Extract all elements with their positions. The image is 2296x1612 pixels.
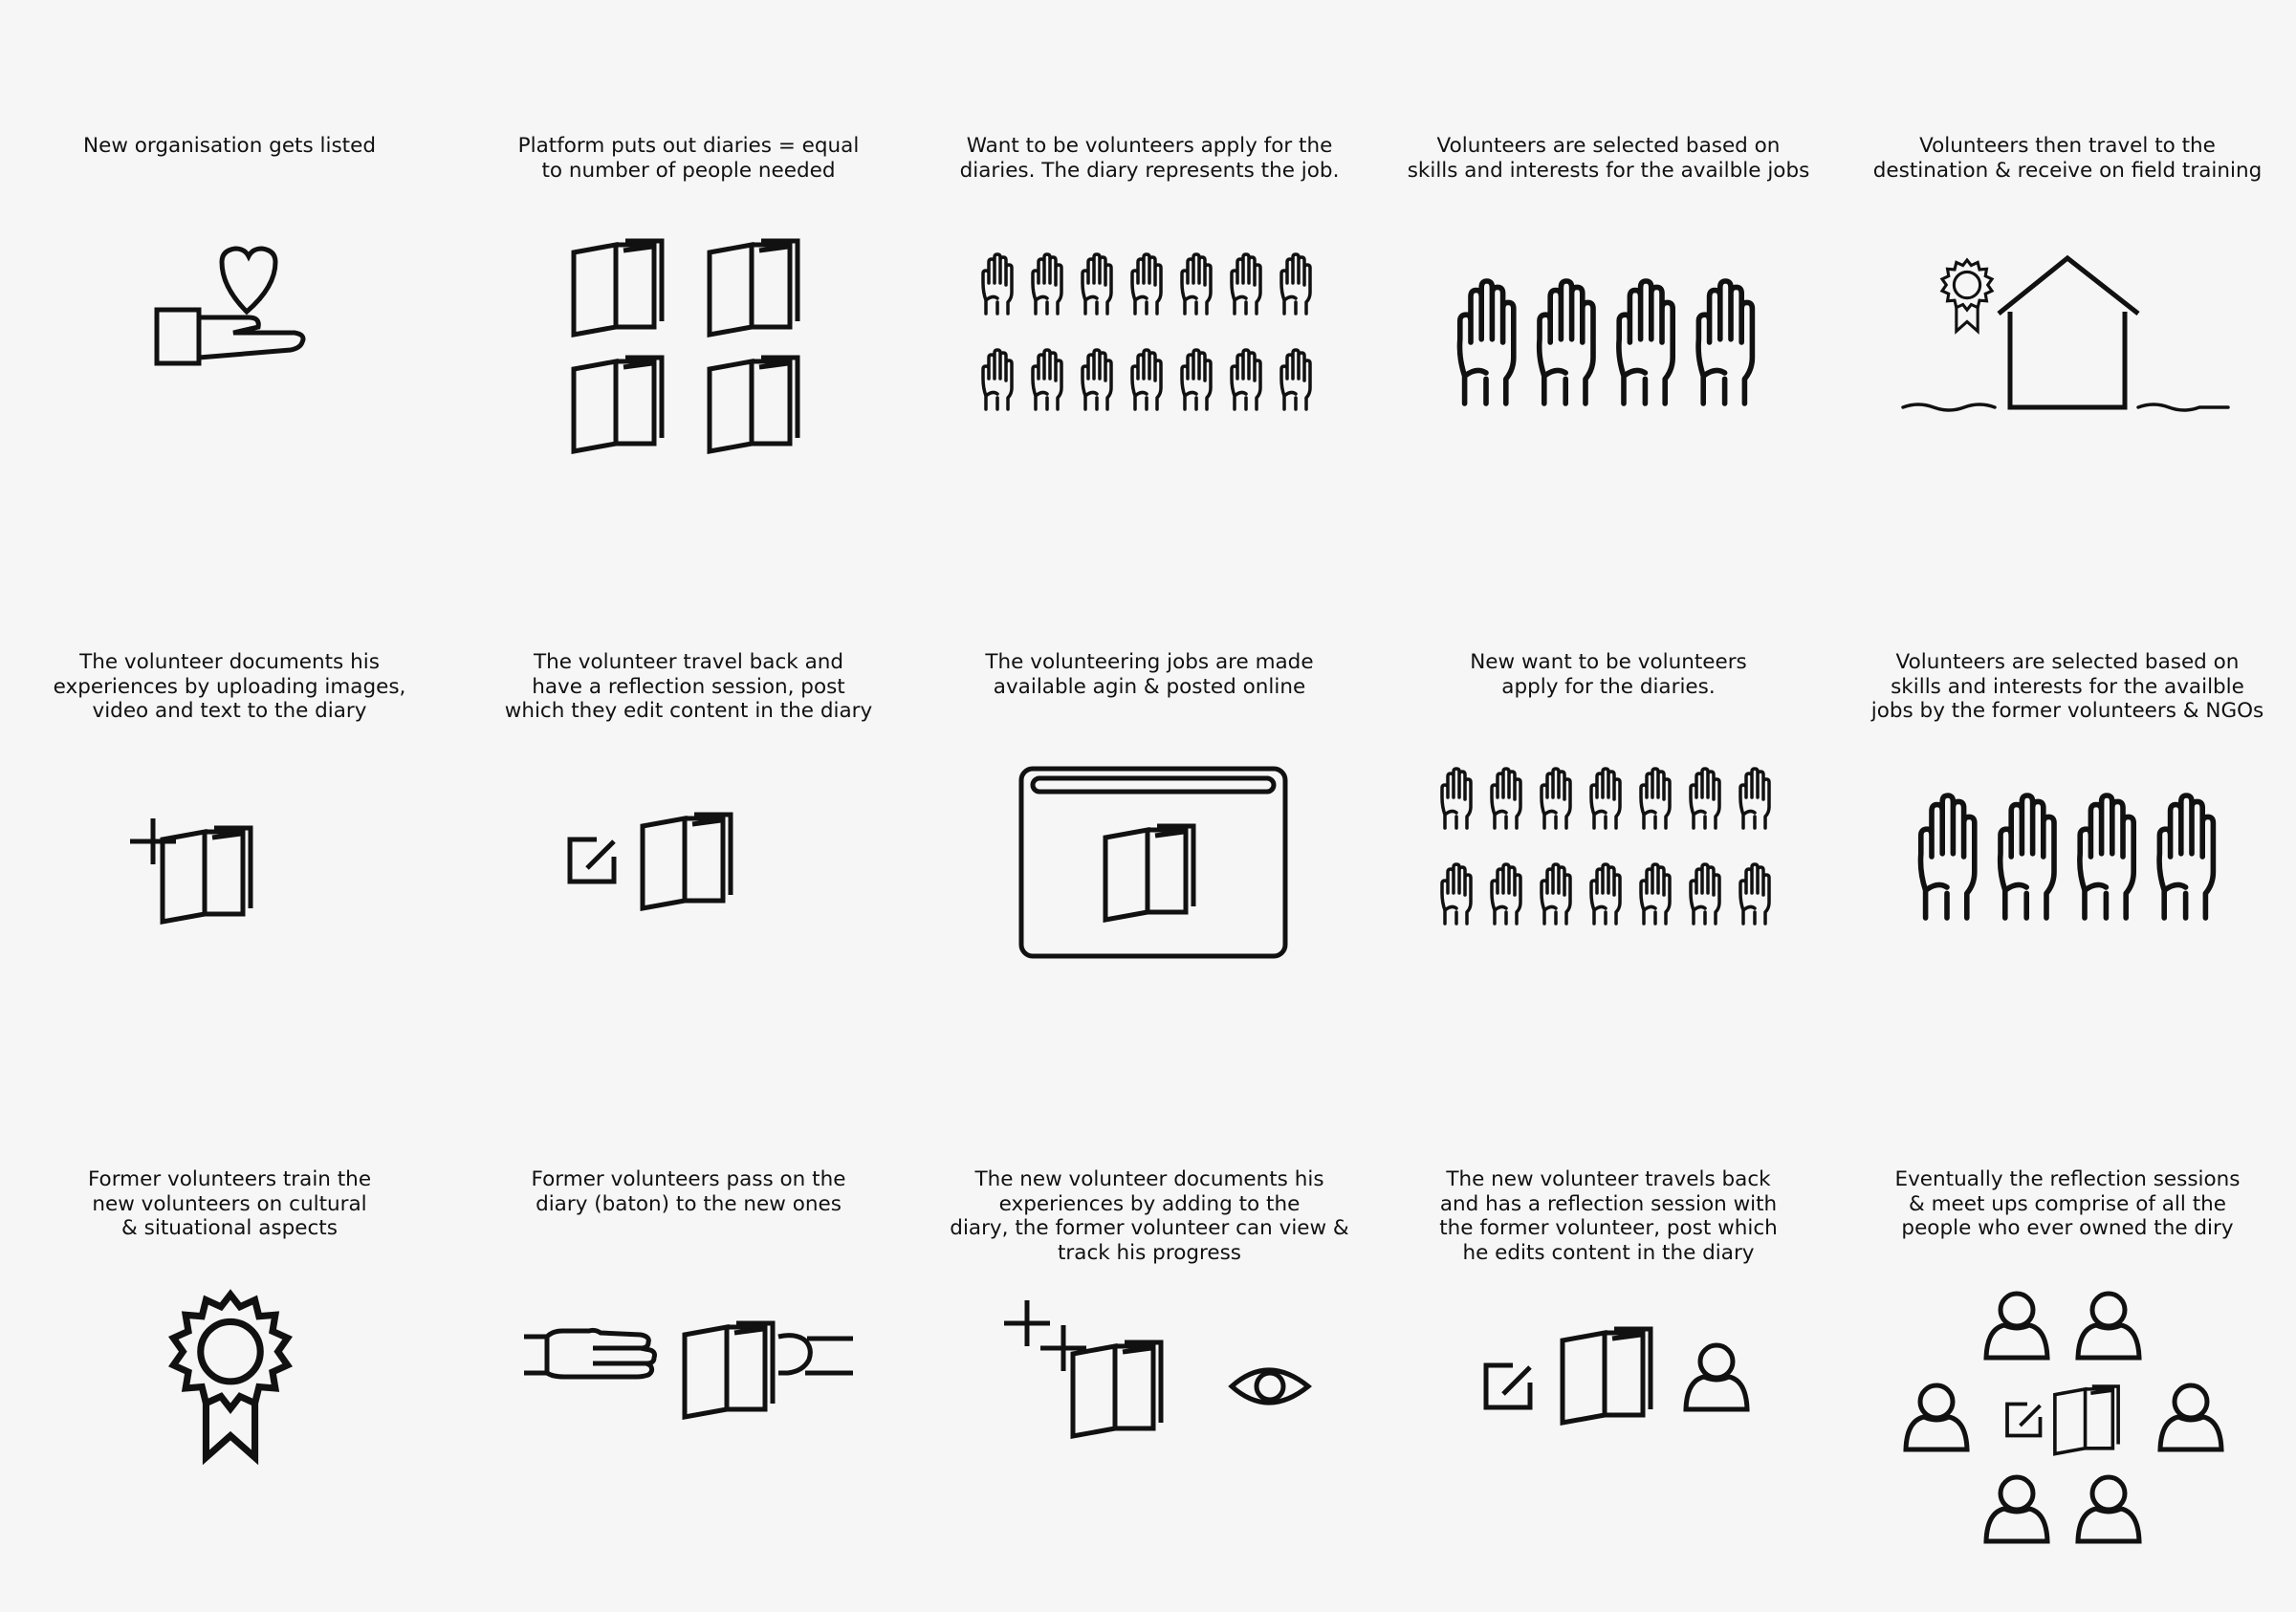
step-caption: New want to be volunteers apply for the diaries.	[1470, 650, 1747, 699]
step-caption: Volunteers are selected based on skills and interests for the availble jobs by the former volunteers & NGOs	[1870, 650, 2264, 723]
step-caption: The volunteering jobs are made available agin & posted online	[985, 650, 1314, 699]
add-to-diary-icon	[126, 815, 279, 929]
raised-hands-crowd-icon	[981, 254, 1325, 446]
step-caption: New organisation gets listed	[83, 134, 376, 158]
diaries-grid-icon	[570, 241, 809, 451]
step-caption: Want to be volunteers apply for the diaries. The diary represents the job.	[959, 134, 1340, 183]
step-caption: Former volunteers train the new volunteers on cultural & situational aspects	[87, 1167, 372, 1240]
browser-diary-icon	[1017, 765, 1289, 960]
hand-heart-icon	[153, 247, 306, 371]
step-caption: Volunteers are selected based on skills and interests for the availble jobs	[1407, 134, 1810, 183]
add-diary-eye-icon	[1000, 1298, 1316, 1442]
hand-over-diary-icon	[522, 1318, 857, 1423]
step-caption: The new volunteer documents his experiences by adding to the diary, the former volunteer can view & track his progress	[950, 1167, 1349, 1265]
step-caption: The volunteer documents his experiences by uploading images, video and text to the diary	[53, 650, 406, 723]
step-caption: The new volunteer travels back and has a reflection session with the former volunteer, post which he edits content in the diary	[1439, 1167, 1778, 1265]
edit-diary-person-icon	[1480, 1325, 1767, 1430]
house-badge-icon	[1899, 254, 2234, 417]
step-caption: Volunteers then travel to the destination & receive on field training	[1872, 134, 2263, 183]
step-caption: The volunteer travel back and have a reflection session, post which they edit content in the diary	[504, 650, 873, 723]
selected-hands-icon	[1916, 795, 2222, 929]
award-badge-icon	[159, 1291, 302, 1472]
edit-diary-icon	[564, 813, 755, 918]
raised-hands-crowd-icon	[1440, 769, 1784, 960]
community-diary-icon	[1899, 1287, 2234, 1545]
step-caption: Former volunteers pass on the diary (baton) to the new ones	[531, 1167, 846, 1216]
selected-hands-icon	[1455, 281, 1761, 415]
step-caption: Platform puts out diaries = equal to number of people needed	[517, 134, 860, 183]
step-caption: Eventually the reflection sessions & meet ups comprise of all the people who ever owned the diry	[1894, 1167, 2241, 1240]
